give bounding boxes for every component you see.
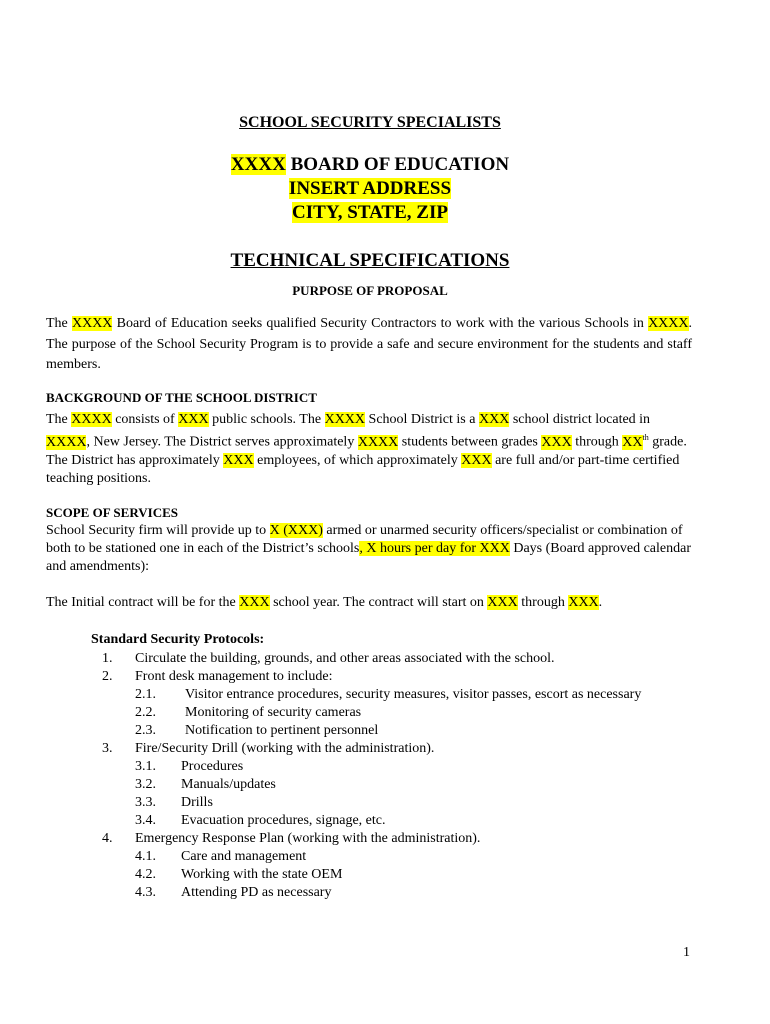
purpose-paragraph bbox=[46, 314, 692, 376]
background-paragraph bbox=[46, 411, 692, 488]
placeholder-highlight: XXX bbox=[461, 452, 492, 468]
city-line bbox=[0, 201, 740, 225]
board-placeholder: XXXX bbox=[230, 154, 286, 175]
text-run: public schools. The bbox=[208, 412, 325, 427]
list-text: Front desk management to include: bbox=[135, 669, 333, 684]
contract-paragraph bbox=[46, 594, 692, 612]
placeholder-highlight: XXX bbox=[478, 412, 510, 427]
address-line bbox=[0, 177, 740, 201]
text-run: consists of bbox=[111, 412, 179, 427]
placeholder-highlight: XXXX bbox=[71, 316, 113, 331]
list-number: 4. bbox=[102, 831, 113, 846]
text-run: Days (Board approved calendar and amendments): bbox=[46, 541, 692, 574]
text-run: The Initial contract will be for the bbox=[46, 595, 240, 610]
text-run: school year. The contract will start on bbox=[269, 595, 488, 610]
scope-paragraph bbox=[46, 522, 692, 576]
text-run: , New Jersey. The District serves approximately bbox=[86, 434, 358, 450]
placeholder-highlight: XXXX bbox=[357, 434, 399, 450]
section-title-purpose: PURPOSE OF PROPOSAL bbox=[292, 283, 448, 298]
list-number: 4.2. bbox=[135, 867, 156, 882]
address-placeholder: INSERT ADDRESS bbox=[288, 178, 452, 199]
text-run: employees, of which approximately bbox=[253, 452, 462, 468]
placeholder-highlight: XXX bbox=[568, 595, 599, 610]
document-title: TECHNICAL SPECIFICATIONS bbox=[230, 250, 510, 271]
text-run: The bbox=[46, 412, 72, 427]
list-number: 4.3. bbox=[135, 885, 156, 900]
list-text: Evacuation procedures, signage, etc. bbox=[181, 813, 386, 828]
list-text: Attending PD as necessary bbox=[181, 885, 332, 900]
placeholder-highlight: XX bbox=[622, 434, 643, 450]
list-text: Visitor entrance procedures, security measures, visitor passes, escort as necessary bbox=[185, 687, 642, 702]
list-number: 2.3. bbox=[135, 723, 156, 738]
list-text: Manuals/updates bbox=[181, 777, 276, 792]
board-block bbox=[0, 153, 740, 225]
section-heading-background: BACKGROUND OF THE SCHOOL DISTRICT bbox=[46, 390, 317, 405]
placeholder-highlight: XXX bbox=[223, 452, 254, 468]
text-run: School Security firm will provide up to bbox=[46, 523, 270, 538]
text-run: Board of Education seeks qualified Security Contractors to work with the various Schools in bbox=[112, 316, 649, 331]
placeholder-highlight: , X hours per day for XXX bbox=[359, 541, 510, 556]
list-number: 3.1. bbox=[135, 759, 156, 774]
list-number: 2. bbox=[102, 669, 113, 684]
list-text: Emergency Response Plan (working with the administration). bbox=[135, 831, 481, 846]
placeholder-highlight: XXXX bbox=[71, 412, 112, 427]
placeholder-highlight: XXX bbox=[487, 595, 518, 610]
text-run: through bbox=[517, 595, 569, 610]
list-number: 3.2. bbox=[135, 777, 156, 792]
section-heading-scope: SCOPE OF SERVICES bbox=[46, 505, 178, 520]
placeholder-highlight: XXXX bbox=[46, 434, 87, 450]
list-text: Notification to pertinent personnel bbox=[185, 723, 379, 738]
list-text: Monitoring of security cameras bbox=[185, 705, 362, 720]
company-heading: SCHOOL SECURITY SPECIALISTS bbox=[239, 114, 501, 131]
list-number: 4.1. bbox=[135, 849, 156, 864]
list-text: Fire/Security Drill (working with the administration). bbox=[135, 741, 435, 756]
text-run: grade. The District has approximately bbox=[46, 434, 687, 468]
list-number: 3.3. bbox=[135, 795, 156, 810]
text-run: are full and/or part-time certified teaching positions. bbox=[46, 452, 680, 486]
protocols-title: Standard Security Protocols: bbox=[91, 632, 265, 647]
list-number: 3.4. bbox=[135, 813, 156, 828]
placeholder-highlight: XXX bbox=[178, 412, 209, 427]
list-text: Procedures bbox=[181, 759, 244, 774]
list-text: Working with the state OEM bbox=[181, 867, 343, 882]
text-run: armed or unarmed security officers/specialist or combination of both to be stationed one in each of the District’s schools bbox=[46, 523, 683, 556]
text-run: School District is a bbox=[365, 412, 479, 427]
list-number: 2.2. bbox=[135, 705, 156, 720]
city-placeholder: CITY, STATE, ZIP bbox=[292, 202, 448, 223]
placeholder-highlight: X (XXX) bbox=[269, 523, 323, 538]
list-text: Drills bbox=[181, 795, 213, 810]
text-run: through bbox=[571, 434, 623, 450]
text-run: . bbox=[598, 595, 603, 610]
ordinal-suffix: th bbox=[642, 433, 649, 442]
text-run: The bbox=[46, 316, 72, 331]
text-run: school district located in bbox=[509, 412, 651, 427]
list-text: Care and management bbox=[181, 849, 307, 864]
page-number: 1 bbox=[683, 945, 690, 960]
placeholder-highlight: XXXX bbox=[648, 316, 689, 331]
list-number: 2.1. bbox=[135, 687, 156, 702]
board-name: BOARD OF EDUCATION bbox=[285, 154, 510, 175]
board-line bbox=[0, 153, 740, 177]
placeholder-highlight: XXXX bbox=[324, 412, 366, 427]
list-number: 1. bbox=[102, 651, 113, 666]
list-text: Circulate the building, grounds, and other areas associated with the school. bbox=[135, 651, 555, 666]
placeholder-highlight: XXX bbox=[239, 595, 270, 610]
text-run: students between grades bbox=[398, 434, 542, 450]
list-number: 3. bbox=[102, 741, 113, 756]
placeholder-highlight: XXX bbox=[541, 434, 572, 450]
text-run: . The purpose of the School Security Program is to provide a safe and secure environment for the students and staff members. bbox=[46, 316, 693, 372]
